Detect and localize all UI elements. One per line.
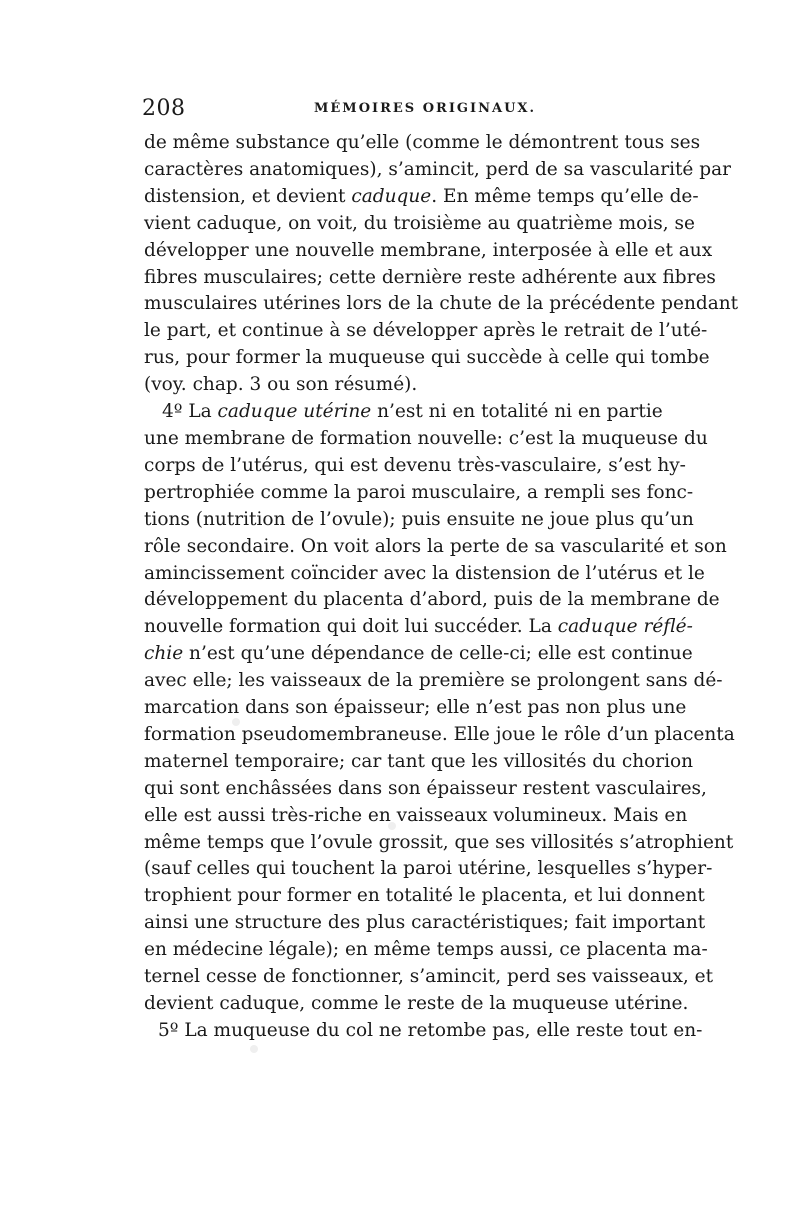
text-line: chie n’est qu’une dépendance de celle-ci; elle est continue: [144, 643, 693, 665]
text-line: caractères anatomiques), s’amincit, perd de sa vascularité par: [144, 158, 731, 180]
text-line: développement du placenta d’abord, puis de la membrane de: [144, 589, 720, 611]
text-line: formation pseudomembraneuse. Elle joue le rôle d’un placenta: [144, 723, 735, 745]
text-line: fibres musculaires; cette dernière reste adhérente aux fibres: [144, 266, 716, 288]
text-line: de même substance qu’elle (comme le démontrent tous ses: [144, 132, 701, 153]
text-line: rus, pour former la muqueuse qui succède à celle qui tombe: [144, 347, 710, 369]
text-line: vient caduque, on voit, du troisième au quatrième mois, se: [144, 212, 695, 234]
page-number: 208: [142, 96, 186, 121]
text-line: amincissement coïncider avec la distension de l’utérus et le: [144, 562, 705, 584]
text-line: (sauf celles qui touchent la paroi utérine, lesquelles s’hyper-: [144, 858, 713, 880]
text-line: ternel cesse de fonctionner, s’amincit, perd ses vaisseaux, et: [144, 966, 714, 988]
text-line: en médecine légale); en même temps aussi, ce placenta ma-: [144, 939, 708, 961]
text-line: une membrane de formation nouvelle: c’est la muqueuse du: [144, 427, 708, 449]
text-line: elle est aussi très-riche en vaisseaux volumineux. Mais en: [144, 804, 688, 826]
text-line: ainsi une structure des plus caractéristiques; fait important: [144, 912, 706, 934]
text-line: musculaires utérines lors de la chute de la précédente pendant: [144, 293, 739, 315]
text-line: trophient pour former en totalité le placenta, et lui donnent: [144, 885, 705, 907]
text-line: qui sont enchâssées dans son épaisseur restent vasculaires,: [144, 777, 707, 799]
text-line: distension, et devient caduque. En même temps qu’elle de-: [144, 185, 699, 207]
text-line: maternel temporaire; car tant que les villosités du chorion: [144, 750, 694, 772]
running-head: MÉMOIRES ORIGINAUX.: [314, 101, 537, 116]
text-line: corps de l’utérus, qui est devenu très-vasculaire, s’est hy-: [144, 454, 686, 476]
paper-stain: [250, 1045, 258, 1053]
paragraph-start-4: 4º La caduque utérine n’est ni en totalité ni en partie: [162, 401, 663, 423]
text-line: devient caduque, comme le reste de la muqueuse utérine.: [144, 993, 689, 1014]
page-header: [142, 96, 662, 120]
emphasis: chie: [144, 643, 184, 665]
text-line: développer une nouvelle membrane, interposée à elle et aux: [144, 239, 713, 261]
text-line: le part, et continue à se développer après le retrait de l’uté-: [144, 320, 708, 342]
text-line: avec elle; les vaisseaux de la première se prolongent sans dé-: [144, 670, 723, 692]
body-text: [144, 130, 739, 1045]
text-line: rôle secondaire. On voit alors la perte de sa vascularité et son: [144, 535, 727, 557]
emphasis: caduque réflé-: [557, 616, 693, 638]
paragraph-start-5: 5º La muqueuse du col ne retombe pas, elle reste tout en-: [158, 1019, 703, 1041]
text-line: marcation dans son épaisseur; elle n’est pas non plus une: [144, 697, 687, 719]
emphasis: caduque: [351, 185, 432, 207]
paper-stain: [388, 822, 396, 830]
text-line: même temps que l’ovule grossit, que ses villosités s’atrophient: [144, 831, 734, 853]
text-line: tions (nutrition de l’ovule); puis ensuite ne joue plus qu’un: [144, 508, 694, 530]
paper-stain: [232, 718, 240, 726]
text-line: nouvelle formation qui doit lui succéder. La caduque réflé-: [144, 616, 693, 638]
emphasis: caduque utérine: [217, 401, 372, 423]
text-line: (voy. chap. 3 ou son résumé).: [144, 374, 418, 396]
text-line: pertrophiée comme la paroi musculaire, a rempli ses fonc-: [144, 481, 694, 503]
